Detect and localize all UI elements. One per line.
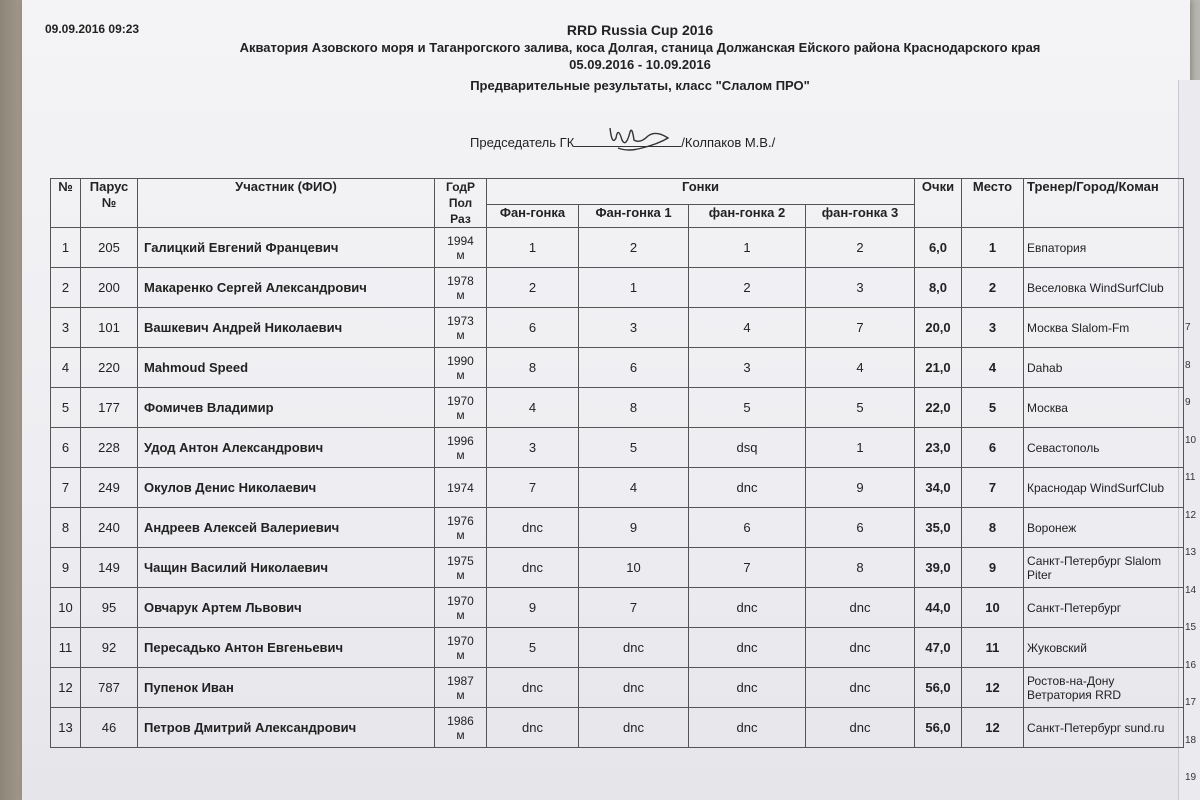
- race-result-1: 8: [579, 388, 689, 428]
- sex: м: [456, 247, 465, 262]
- race-result-3: 5: [806, 388, 915, 428]
- final-place: 4: [962, 348, 1024, 388]
- adjacent-row-number: 7: [1185, 322, 1191, 333]
- participant-name: Фомичев Владимир: [138, 388, 435, 428]
- total-points: 47,0: [915, 628, 962, 668]
- row-num: 12: [51, 668, 81, 708]
- race-result-3: dnc: [806, 588, 915, 628]
- race-result-1: 3: [579, 308, 689, 348]
- sail-number: 149: [81, 548, 138, 588]
- race-result-2: 5: [689, 388, 806, 428]
- table-row: [51, 348, 1184, 388]
- header-sail: Парус №: [81, 179, 138, 228]
- participant-name: Пупенок Иван: [138, 668, 435, 708]
- race-result-0: 7: [487, 468, 579, 508]
- race-result-2: 2: [689, 268, 806, 308]
- final-place: 12: [962, 668, 1024, 708]
- race-result-3: 9: [806, 468, 915, 508]
- print-timestamp: 09.09.2016 09:23: [45, 22, 140, 36]
- sail-number: 220: [81, 348, 138, 388]
- coach-city-team: Веселовка WindSurfClub: [1024, 268, 1184, 308]
- event-venue: Акватория Азовского моря и Таганрогского залива, коса Долгая, станица Должанская Ейского района Краснодарского края: [239, 40, 1041, 55]
- birth-year: 1970: [447, 633, 474, 648]
- race-result-2: 7: [689, 548, 806, 588]
- row-num: 6: [51, 428, 81, 468]
- sex: м: [456, 647, 465, 662]
- header-race-3: фан-гонка 3: [806, 204, 915, 227]
- race-result-1: 4: [579, 468, 689, 508]
- total-points: 56,0: [915, 708, 962, 748]
- table-row: [51, 388, 1184, 428]
- birth-year-sex: [435, 388, 487, 428]
- race-result-2: dnc: [689, 708, 806, 748]
- birth-year-sex: [435, 708, 487, 748]
- participant-name: Петров Дмитрий Александрович: [138, 708, 435, 748]
- row-num: 5: [51, 388, 81, 428]
- event-title: RRD Russia Cup 2016: [566, 22, 714, 38]
- sex: м: [456, 567, 465, 582]
- table-row: [51, 228, 1184, 268]
- sail-number: 205: [81, 228, 138, 268]
- race-result-0: dnc: [487, 508, 579, 548]
- header-place: Место: [962, 179, 1024, 228]
- final-place: 7: [962, 468, 1024, 508]
- sex: м: [456, 607, 465, 622]
- race-result-1: dnc: [579, 708, 689, 748]
- participant-name: Окулов Денис Николаевич: [138, 468, 435, 508]
- table-row: [51, 508, 1184, 548]
- adjacent-row-number: 16: [1185, 659, 1197, 671]
- race-result-3: 1: [806, 428, 915, 468]
- sail-number: 46: [81, 708, 138, 748]
- race-result-0: 4: [487, 388, 579, 428]
- race-result-2: 1: [689, 228, 806, 268]
- participant-name: Mahmoud Speed: [138, 348, 435, 388]
- total-points: 23,0: [915, 428, 962, 468]
- sail-number: 787: [81, 668, 138, 708]
- table-row: [51, 308, 1184, 348]
- birth-year-sex: [435, 348, 487, 388]
- header-name: Участник (ФИО): [138, 179, 435, 228]
- coach-city-team: Краснодар WindSurfClub: [1024, 468, 1184, 508]
- race-result-2: 6: [689, 508, 806, 548]
- row-num: 7: [51, 468, 81, 508]
- results-subtitle: Предварительные результаты, класс "Слалом ПРО": [470, 78, 810, 93]
- final-place: 3: [962, 308, 1024, 348]
- participant-name: Пересадько Антон Евгеньевич: [138, 628, 435, 668]
- total-points: 39,0: [915, 548, 962, 588]
- final-place: 10: [962, 588, 1024, 628]
- race-result-0: dnc: [487, 708, 579, 748]
- sex: м: [456, 367, 465, 382]
- birth-year-sex: [435, 628, 487, 668]
- race-result-2: 4: [689, 308, 806, 348]
- row-num: 9: [51, 548, 81, 588]
- sex: м: [456, 447, 465, 462]
- race-result-1: 6: [579, 348, 689, 388]
- row-num: 4: [51, 348, 81, 388]
- coach-city-team: Москва: [1024, 388, 1184, 428]
- header-race-2: фан-гонка 2: [689, 204, 806, 227]
- total-points: 35,0: [915, 508, 962, 548]
- row-num: 3: [51, 308, 81, 348]
- race-result-2: dsq: [689, 428, 806, 468]
- birth-year: 1970: [447, 393, 474, 408]
- race-result-3: 7: [806, 308, 915, 348]
- birth-year-sex: [435, 588, 487, 628]
- row-num: 10: [51, 588, 81, 628]
- sail-number: 95: [81, 588, 138, 628]
- participant-name: Галицкий Евгений Францевич: [138, 228, 435, 268]
- birth-year-sex: [435, 468, 487, 508]
- race-result-1: 2: [579, 228, 689, 268]
- coach-city-team: Санкт-Петербург: [1024, 588, 1184, 628]
- chairman-name: /Колпаков М.В./: [681, 135, 776, 150]
- race-result-3: dnc: [806, 668, 915, 708]
- sail-number: 177: [81, 388, 138, 428]
- results-table: [50, 178, 1184, 748]
- race-result-3: 3: [806, 268, 915, 308]
- final-place: 9: [962, 548, 1024, 588]
- event-dates: 05.09.2016 - 10.09.2016: [569, 57, 711, 72]
- birth-year: 1990: [447, 353, 474, 368]
- participant-name: Андреев Алексей Валериевич: [138, 508, 435, 548]
- total-points: 34,0: [915, 468, 962, 508]
- total-points: 21,0: [915, 348, 962, 388]
- race-result-1: 9: [579, 508, 689, 548]
- adjacent-row-number: 11: [1185, 472, 1196, 483]
- coach-city-team: Жуковский: [1024, 628, 1184, 668]
- sail-number: 200: [81, 268, 138, 308]
- race-result-0: 6: [487, 308, 579, 348]
- race-result-0: dnc: [487, 548, 579, 588]
- final-place: 2: [962, 268, 1024, 308]
- race-result-2: dnc: [689, 468, 806, 508]
- race-result-3: 2: [806, 228, 915, 268]
- sex: м: [456, 407, 465, 422]
- row-num: 8: [51, 508, 81, 548]
- race-result-3: dnc: [806, 628, 915, 668]
- sail-number: 92: [81, 628, 138, 668]
- coach-city-team: Санкт-Петербург Slalom Piter: [1024, 548, 1184, 588]
- results-body: [51, 228, 1184, 748]
- total-points: 44,0: [915, 588, 962, 628]
- row-num: 13: [51, 708, 81, 748]
- total-points: 20,0: [915, 308, 962, 348]
- coach-city-team: Севастополь: [1024, 428, 1184, 468]
- race-result-2: dnc: [689, 628, 806, 668]
- race-result-1: dnc: [579, 668, 689, 708]
- header-races: Гонки: [487, 179, 915, 205]
- participant-name: Чащин Василий Николаевич: [138, 548, 435, 588]
- coach-city-team: Москва Slalom-Fm: [1024, 308, 1184, 348]
- adjacent-row-number: 12: [1185, 509, 1197, 521]
- table-row: [51, 548, 1184, 588]
- race-result-1: 10: [579, 548, 689, 588]
- coach-city-team: Воронеж: [1024, 508, 1184, 548]
- table-row: [51, 428, 1184, 468]
- birth-year: 1987: [447, 673, 474, 688]
- race-result-3: dnc: [806, 708, 915, 748]
- sex: м: [456, 687, 465, 702]
- birth-year-sex: [435, 308, 487, 348]
- sex: м: [456, 527, 465, 542]
- race-result-1: dnc: [579, 628, 689, 668]
- race-result-3: 8: [806, 548, 915, 588]
- race-result-1: 1: [579, 268, 689, 308]
- race-result-2: dnc: [689, 668, 806, 708]
- birth-year: 1973: [447, 313, 474, 328]
- birth-year: 1996: [447, 433, 474, 448]
- birth-year: 1970: [447, 593, 474, 608]
- row-num: 1: [51, 228, 81, 268]
- birth-year: 1976: [447, 513, 474, 528]
- sail-number: 101: [81, 308, 138, 348]
- sex: м: [456, 327, 465, 342]
- adjacent-row-number: 19: [1185, 772, 1197, 783]
- birth-year: 1994: [447, 233, 474, 248]
- birth-year: 1975: [447, 553, 474, 568]
- row-num: 11: [51, 628, 81, 668]
- header-race-0: Фан-гонка: [487, 204, 579, 227]
- final-place: 1: [962, 228, 1024, 268]
- total-points: 8,0: [915, 268, 962, 308]
- row-num: 2: [51, 268, 81, 308]
- race-result-0: 9: [487, 588, 579, 628]
- sex: м: [456, 727, 465, 742]
- adjacent-row-number: 9: [1185, 397, 1191, 408]
- adjacent-row-number: 18: [1185, 734, 1197, 746]
- header-num: №: [51, 179, 81, 228]
- final-place: 5: [962, 388, 1024, 428]
- race-result-0: dnc: [487, 668, 579, 708]
- coach-city-team: Ростов-на-Дону Ветратория RRD: [1024, 668, 1184, 708]
- adjacent-row-number: 15: [1185, 622, 1197, 633]
- total-points: 22,0: [915, 388, 962, 428]
- birth-year-sex: [435, 508, 487, 548]
- adjacent-row-number: 8: [1185, 359, 1191, 371]
- table-row: [51, 588, 1184, 628]
- race-result-0: 8: [487, 348, 579, 388]
- handwritten-signature: [598, 118, 688, 158]
- participant-name: Овчарук Артем Львович: [138, 588, 435, 628]
- birth-year-sex: [435, 228, 487, 268]
- total-points: 56,0: [915, 668, 962, 708]
- race-result-1: 7: [579, 588, 689, 628]
- coach-city-team: Евпатория: [1024, 228, 1184, 268]
- adjacent-row-number: 10: [1185, 434, 1197, 446]
- birth-year-sex: [435, 268, 487, 308]
- adjacent-row-number: 13: [1185, 547, 1197, 558]
- race-result-0: 1: [487, 228, 579, 268]
- race-result-0: 3: [487, 428, 579, 468]
- chairman-prefix: Председатель ГК: [470, 135, 575, 150]
- final-place: 11: [962, 628, 1024, 668]
- race-result-3: 6: [806, 508, 915, 548]
- header-year: ГодР Пол Раз: [435, 179, 487, 228]
- birth-year-sex: [435, 668, 487, 708]
- participant-name: Макаренко Сергей Александрович: [138, 268, 435, 308]
- adjacent-row-number: 17: [1185, 697, 1197, 708]
- header-race-1: Фан-гонка 1: [579, 204, 689, 227]
- final-place: 8: [962, 508, 1024, 548]
- participant-name: Вашкевич Андрей Николаевич: [138, 308, 435, 348]
- table-row: [51, 668, 1184, 708]
- sail-number: 228: [81, 428, 138, 468]
- sail-number: 249: [81, 468, 138, 508]
- table-row: [51, 468, 1184, 508]
- table-row: [51, 708, 1184, 748]
- race-result-1: 5: [579, 428, 689, 468]
- table-row: [51, 268, 1184, 308]
- race-result-0: 2: [487, 268, 579, 308]
- birth-year: 1974: [447, 480, 474, 495]
- birth-year: 1986: [447, 713, 474, 728]
- coach-city-team: Санкт-Петербург sund.ru: [1024, 708, 1184, 748]
- sail-number: 240: [81, 508, 138, 548]
- coach-city-team: Dahab: [1024, 348, 1184, 388]
- birth-year: 1978: [447, 273, 474, 288]
- table-row: [51, 628, 1184, 668]
- total-points: 6,0: [915, 228, 962, 268]
- final-place: 12: [962, 708, 1024, 748]
- sex: м: [456, 287, 465, 302]
- birth-year-sex: [435, 428, 487, 468]
- final-place: 6: [962, 428, 1024, 468]
- header-coach: Тренер/Город/Коман: [1024, 179, 1184, 228]
- race-result-2: dnc: [689, 588, 806, 628]
- header-points: Очки: [915, 179, 962, 228]
- race-result-2: 3: [689, 348, 806, 388]
- adjacent-row-number: 14: [1185, 584, 1197, 596]
- participant-name: Удод Антон Александрович: [138, 428, 435, 468]
- race-result-0: 5: [487, 628, 579, 668]
- race-result-3: 4: [806, 348, 915, 388]
- birth-year-sex: [435, 548, 487, 588]
